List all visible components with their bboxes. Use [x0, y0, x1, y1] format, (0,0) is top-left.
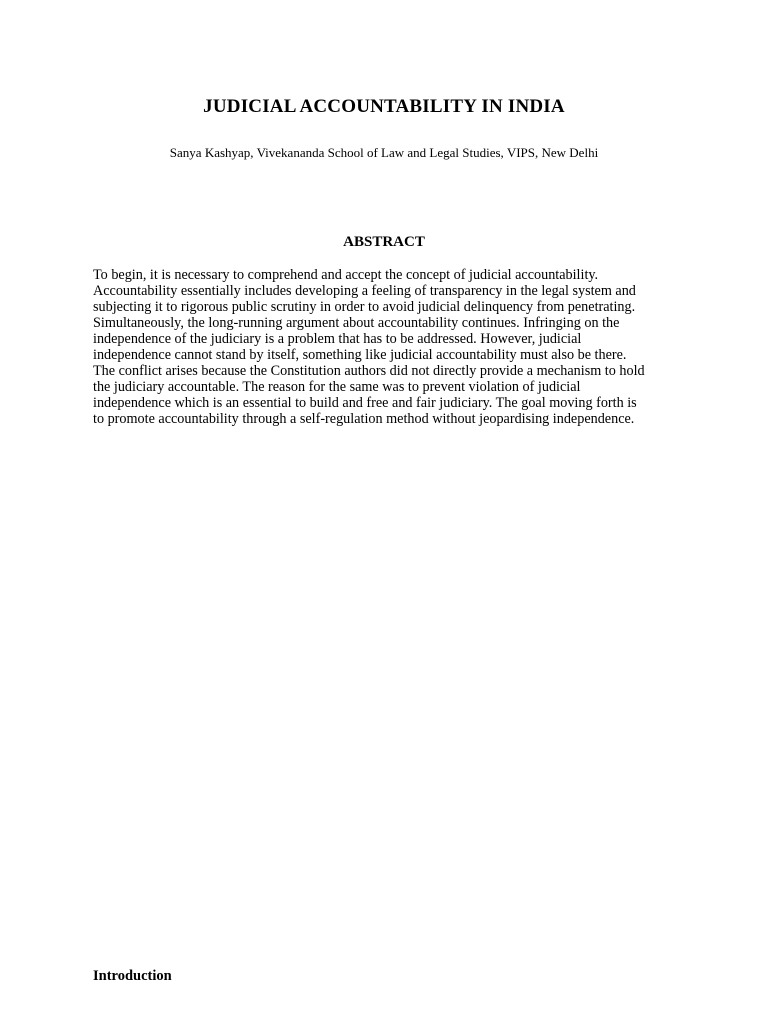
abstract-line: independence of the judiciary is a problem that has to be addressed. However, judicial — [93, 331, 582, 347]
section-heading-introduction: Introduction — [93, 968, 172, 984]
paper-title: JUDICIAL ACCOUNTABILITY IN INDIA — [203, 96, 565, 117]
abstract-line: the judiciary accountable. The reason for the same was to prevent violation of judicial — [93, 379, 581, 395]
abstract-line: Accountability essentially includes developing a feeling of transparency in the legal system and — [93, 283, 636, 299]
abstract-heading: ABSTRACT — [343, 234, 425, 250]
abstract-line: The conflict arises because the Constitution authors did not directly provide a mechanism to hold — [93, 363, 645, 379]
author-affiliation: Sanya Kashyap, Vivekananda School of Law and Legal Studies, VIPS, New Delhi — [169, 145, 599, 160]
abstract-line: subjecting it to rigorous public scrutiny in order to avoid judicial delinquency from penetrating. — [93, 299, 636, 315]
abstract-line: Simultaneously, the long-running argument about accountability continues. Infringing on the — [93, 315, 620, 331]
abstract-line: to promote accountability through a self-regulation method without jeopardising independence. — [93, 411, 635, 427]
abstract-line: To begin, it is necessary to comprehend and accept the concept of judicial accountability. — [93, 267, 599, 283]
abstract-body — [93, 267, 683, 427]
abstract-line: independence which is an essential to build and free and fair judiciary. The goal moving forth is — [93, 395, 637, 411]
abstract-line: independence cannot stand by itself, something like judicial accountability must also be there. — [93, 347, 627, 363]
